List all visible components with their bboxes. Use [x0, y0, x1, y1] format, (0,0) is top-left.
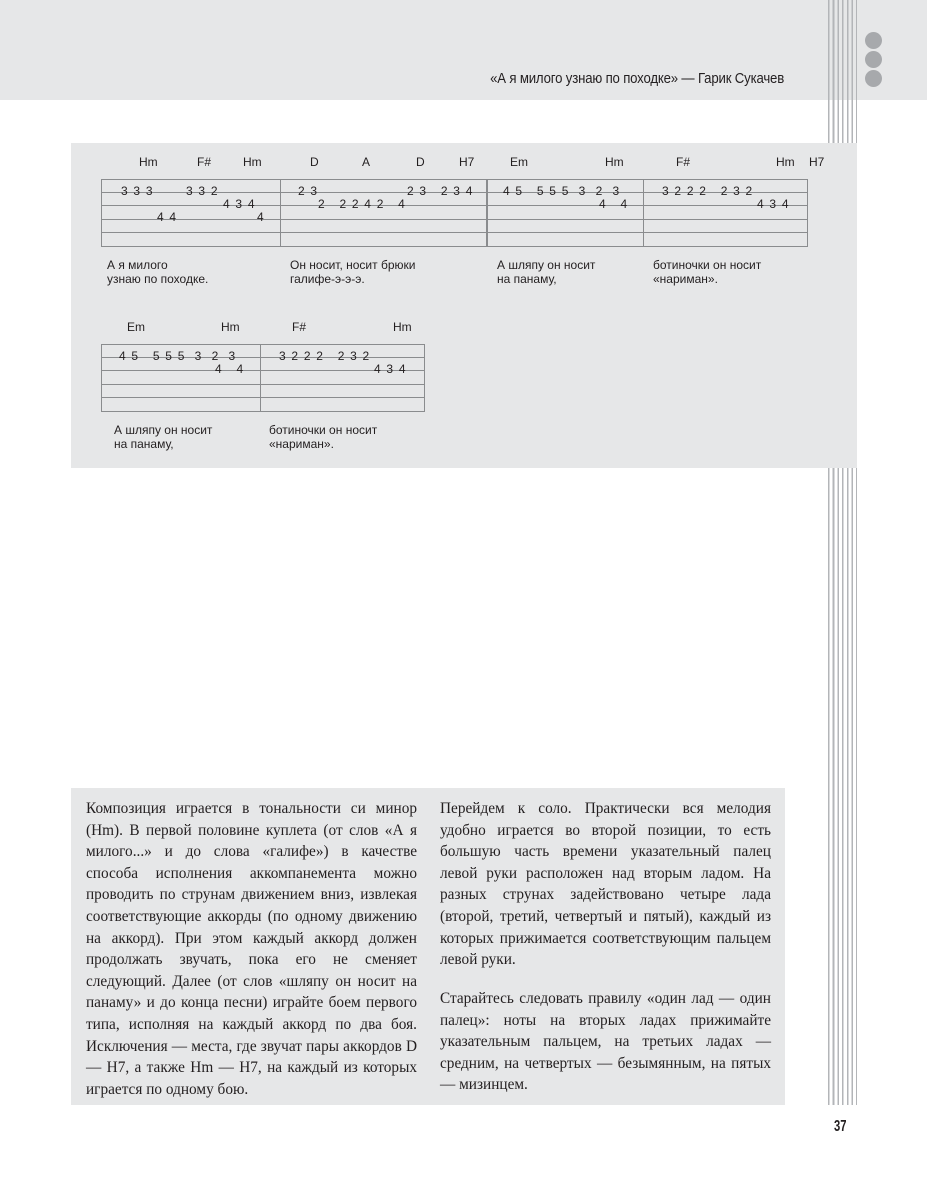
double-bar-line: [486, 180, 488, 246]
string-line: [102, 205, 807, 206]
lyric-text: А шляпу он носит: [114, 423, 213, 437]
chord-label: F#: [197, 155, 212, 169]
fret-numbers: 4 4: [599, 197, 629, 211]
paragraph-solo-position: Перейдем к соло. Практически вся мелодия удобно играется во второй позиции, то есть большую часть времени указательный палец левой руки расположен над вторым ладом. На разных струнах задействовано четыре лада (второй, третий, четвертый и пятый), каждый из которых прижимается соответствующим пальцем левой руки.: [440, 800, 771, 969]
lyric-line: [269, 423, 377, 451]
lyric-text: ботиночки он носит: [653, 258, 762, 272]
paragraph-finger-rule: Старайтесь следовать правилу «один лад — один палец»: ноты на вторых ладах прижимайте указательным пальцем, на третьих ладах — средним, на четвертых — безымянным, на пятых — мизинцем.: [440, 990, 771, 1094]
decorative-stripes-top: [828, 0, 857, 143]
dot-icon: [865, 70, 882, 87]
fret-numbers: 3 2 2 2 2 3 2: [279, 349, 371, 363]
fret-numbers: 4: [257, 210, 265, 224]
chord-label: Hm: [605, 155, 624, 169]
chord-label: H7: [809, 155, 825, 169]
chord-label: F#: [676, 155, 691, 169]
lyric-text: А шляпу он носит: [497, 258, 596, 272]
bar-line: [260, 345, 261, 411]
fret-numbers: 4 5 5 5 5 3 2 3: [119, 349, 237, 363]
lyric-line: [114, 423, 212, 451]
lyric-text: галифе-э-э-э.: [290, 272, 365, 286]
fret-numbers: 4 3 4: [757, 197, 790, 211]
chord-label: D: [416, 155, 425, 169]
string-line: [102, 397, 424, 398]
lyric-line: [107, 258, 208, 286]
bar-line: [280, 180, 281, 246]
dot-icon: [865, 51, 882, 68]
chord-label: Hm: [393, 320, 412, 334]
chord-label: A: [362, 155, 371, 169]
lyric-text: ботиночки он носит: [269, 423, 378, 437]
fret-numbers: 4 4: [157, 210, 178, 224]
lyric-line: [497, 258, 595, 286]
lyric-text: узнаю по походке.: [107, 272, 209, 286]
chord-label: Hm: [776, 155, 795, 169]
paragraph-key-and-strumming: Композиция играется в тональности си минор (Hm). В первой половине куплета (от слов «А я милого...» и до слова «галифе») в качестве способа исполнения аккомпанемента можно проводить по струнам движением вниз, извлекая соответствующие аккорды (по одному движению на аккорд). При этом каждый аккорд должен продолжать звучать, пока его не сменяет следующий. Далее (от слов «шляпу он носит на панаму» и до конца песни) играйте боем первого типа, исполняя на каждый аккорд по два боя. Исключения — места, где звучат пары аккордов D — H7, а также Hm — H7, на каждый из которых играется по одному бою.: [86, 800, 417, 1098]
fret-numbers: 4 3 4: [223, 197, 256, 211]
lyric-text: на панаму,: [497, 272, 557, 286]
lyric-text: «нариман».: [653, 272, 718, 286]
fret-numbers: 3 3 3: [121, 184, 154, 198]
fret-numbers: 3 2 2 2 2 3 2: [662, 184, 754, 198]
lyric-text: на панаму,: [114, 437, 174, 451]
fret-numbers: 4 5 5 5 5 3 2 3: [503, 184, 621, 198]
fret-numbers: 4 3 4: [374, 362, 407, 376]
chord-label: Hm: [243, 155, 262, 169]
lyric-text: А я милого: [107, 258, 168, 272]
chord-label: Hm: [139, 155, 158, 169]
string-line: [102, 384, 424, 385]
chord-label: H7: [459, 155, 475, 169]
chord-label: Em: [510, 155, 528, 169]
lyric-text: Он носит, носит брюки: [290, 258, 416, 272]
fret-numbers: 2 2 2 4 2 4: [318, 197, 407, 211]
decorative-dots: [865, 32, 882, 89]
decorative-stripes-bottom: [828, 468, 857, 1105]
fret-numbers: 3 3 2: [186, 184, 219, 198]
fret-numbers: 2 3: [298, 184, 319, 198]
running-header-title: «А я милого узнаю по походке» — Гарик Сукачев: [490, 70, 784, 87]
string-line: [102, 219, 807, 220]
bar-line: [643, 180, 644, 246]
page-number: 37: [834, 1118, 847, 1135]
chord-label: Hm: [221, 320, 240, 334]
header-band: [0, 0, 927, 100]
chord-label: F#: [292, 320, 307, 334]
chord-label: D: [310, 155, 319, 169]
lyric-text: «нариман».: [269, 437, 334, 451]
string-line: [102, 232, 807, 233]
chord-label: Em: [127, 320, 145, 334]
dot-icon: [865, 32, 882, 49]
lyric-line: [653, 258, 761, 286]
lyric-line: [290, 258, 415, 286]
fret-numbers: 4 4: [215, 362, 245, 376]
fret-numbers: 2 3 2 3 4: [407, 184, 474, 198]
